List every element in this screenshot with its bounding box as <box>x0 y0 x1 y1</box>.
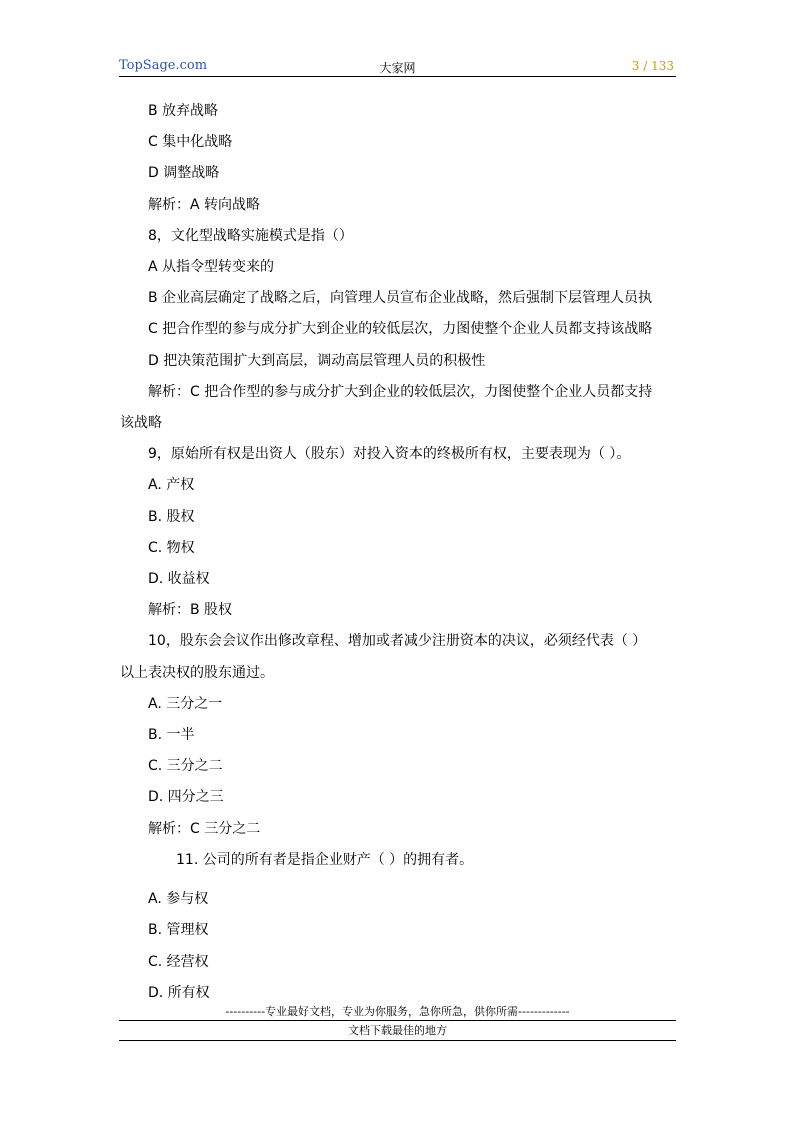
footer-divider <box>119 1020 676 1021</box>
question-line: 9，原始所有权是出资人（股东）对投入资本的终极所有权，主要表现为（ ）。 <box>148 446 631 462</box>
option-line: A. 三分之一 <box>148 696 223 712</box>
option-line: A. 产权 <box>148 477 195 493</box>
question-line: 8，文化型战略实施模式是指（） <box>148 228 353 244</box>
option-line: D. 所有权 <box>148 985 210 1001</box>
footer-divider <box>119 1040 676 1041</box>
question-line: 11. 公司的所有者是指企业财产（ ）的拥有者。 <box>176 852 474 868</box>
option-line: D. 收益权 <box>148 571 210 587</box>
option-line: D. 四分之三 <box>148 789 224 805</box>
option-line: C. 三分之二 <box>148 758 223 774</box>
answer-line: 解析：A 转向战略 <box>148 197 261 213</box>
option-line: C. 经营权 <box>148 954 209 970</box>
answer-line: 解析：C 把合作型的参与成分扩大到企业的较低层次，力图使整个企业人员都支持 <box>148 384 653 400</box>
page-header <box>119 56 676 77</box>
option-line: B. 一半 <box>148 727 195 743</box>
option-line: C. 物权 <box>148 540 195 556</box>
option-line: A. 参与权 <box>148 891 209 907</box>
answer-line: 解析：C 三分之二 <box>148 821 261 837</box>
question-line-continued: 以上表决权的股东通过。 <box>120 665 274 681</box>
footer-subtitle: 文档下载最佳的地方 <box>348 1024 447 1037</box>
option-line: C 集中化战略 <box>148 134 233 150</box>
footer-slogan: ----------专业最好文档，专业为你服务，急你所急，供你所需------------- <box>225 1005 570 1018</box>
answer-line: 解析：B 股权 <box>148 602 233 618</box>
question-line: 10，股东会会议作出修改章程、增加或者减少注册资本的决议，必须经代表（ ） <box>148 633 647 649</box>
option-line: D 把决策范围扩大到高层，调动高层管理人员的积极性 <box>148 353 486 369</box>
site-name: TopSage.com <box>119 58 208 73</box>
option-line: A 从指令型转变来的 <box>148 259 275 275</box>
page-number: 3 / 133 <box>631 59 674 73</box>
option-line: C 把合作型的参与成分扩大到企业的较低层次，力图使整个企业人员都支持该战略 <box>148 321 653 337</box>
option-line: B 企业高层确定了战略之后，向管理人员宣布企业战略，然后强制下层管理人员执 <box>148 290 653 306</box>
header-title: 大家网 <box>379 61 416 75</box>
option-line: D 调整战略 <box>148 165 220 181</box>
answer-line-continued: 该战略 <box>120 415 162 431</box>
option-line: B. 管理权 <box>148 922 209 938</box>
option-line: B. 股权 <box>148 509 195 525</box>
option-line: B 放弃战略 <box>148 103 219 119</box>
